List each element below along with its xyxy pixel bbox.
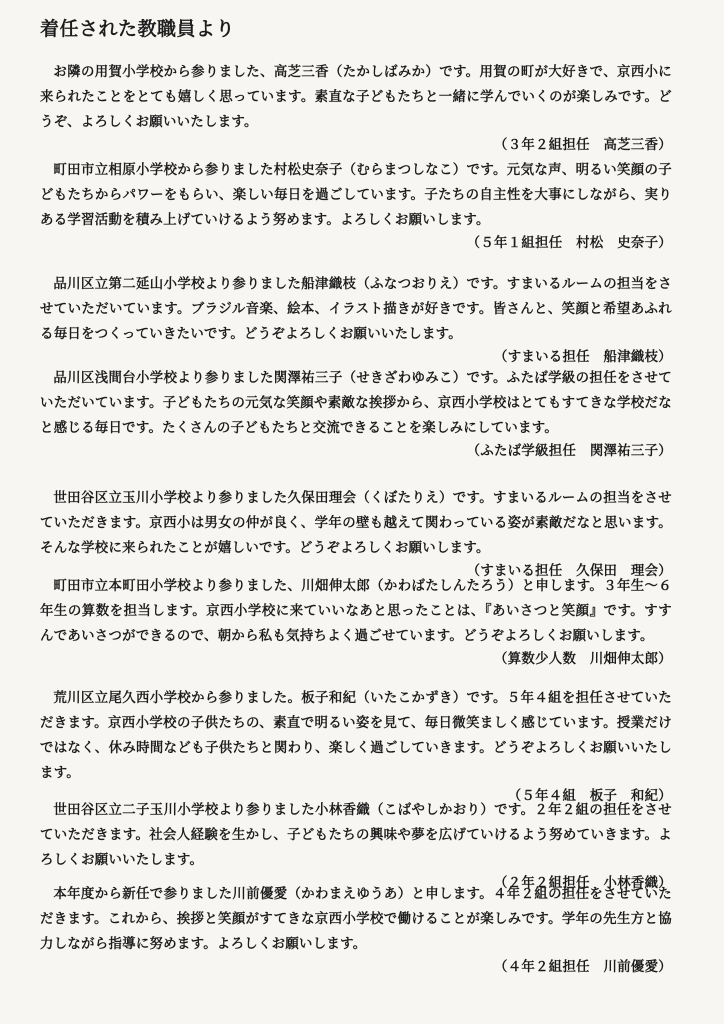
entry-kawabata xyxy=(40,574,672,671)
entry-body: 品川区浅間台小学校より参りました関澤祐三子（せきざわゆみこ）です。ふたば学級の担任をさせていただいています。子どもたちの元気な笑顔や素敵な挨拶から、京西小学校はとてもすてきな学校だなと感じる毎日です。たくさんの子どもたちと交流できることを楽しみにしています。 xyxy=(40,371,672,436)
entry-kawamae xyxy=(40,882,672,979)
entry-signature: （２年２組担任 小林香織） xyxy=(494,876,672,891)
entry-signature: （すまいる担任 船津織枝） xyxy=(494,350,672,365)
entry-body: 荒川区立尾久西小学校から参りました。板子和紀（いたこかずき）です。５年４組を担任させていただきます。京西小学校の子供たちの、素直で明るい姿を見て、毎日微笑ましく感じています。授業だけではなく、休み時間なども子供たちと関わり、楽しく過ごしていきます。どうぞよろしくお願いいたします。 xyxy=(40,691,672,781)
entry-signature: （５年１組担任 村松 史奈子） xyxy=(466,236,672,251)
entry-itako xyxy=(40,686,672,808)
entry-signature: （４年２組担任 川前優愛） xyxy=(494,960,672,975)
entry-kobayashi xyxy=(40,798,672,895)
entry-body: 世田谷区立二子玉川小学校より参りました小林香織（こばやしかおり）です。２年２組の担任をさせていただきます。社会人経験を生かし、子どもたちの興味や夢を広げていけるよう努めていきます。よろしくお願いいたします。 xyxy=(40,803,672,868)
entry-sekizawa xyxy=(40,366,672,463)
entry-kubota xyxy=(40,486,672,583)
entry-signature: （３年２組担任 高芝三香） xyxy=(494,138,672,153)
entry-body: 町田市立本町田小学校より参りました、川畑伸太郎（かわばたしんたろう）と申します。３年生～６年生の算数を担当します。京西小学校に来ていいなあと思ったことは、『あいさつと笑顔』です。すすんであいさつができるので、朝から私も気持ちよく過ごせています。どうぞよろしくお願いします。 xyxy=(40,579,672,644)
entry-signature: （５年４組 板子 和紀） xyxy=(507,789,672,804)
entry-body: 世田谷区立玉川小学校より参りました久保田理会（くぼたりえ）です。すまいるルームの担当をさせていただきます。京西小は男女の仲が良く、学年の壁も越えて関わっている姿が素敵だなと思います。そんな学校に来られたことが嬉しいです。どうぞよろしくお願いします。 xyxy=(40,491,672,556)
entry-body: 品川区立第二延山小学校より参りました船津織枝（ふなつおりえ）です。すまいるルームの担当をさせていただいています。ブラジル音楽、絵本、イラスト描きが好きです。皆さんと、笑顔と希望あふれる毎日をつくっていきたいです。どうぞよろしくお願いいたします。 xyxy=(40,277,672,342)
entry-takashiba xyxy=(40,60,672,157)
entry-body: 町田市立相原小学校から参りました村松史奈子（むらまつしなこ）です。元気な声、明るい笑顔の子どもたちからパワーをもらい、楽しい毎日を過ごしています。子たちの自主性を大事にしながら、実りある学習活動を積み上げていけるよう努めます。よろしくお願いします。 xyxy=(40,163,672,228)
entry-signature: （すまいる担任 久保田 理会） xyxy=(466,564,672,579)
entry-muramatsu xyxy=(40,158,672,255)
entry-body: 本年度から新任で参りました川前優愛（かわまえゆうあ）と申します。４年２組の担任をさせていただきます。これから、挨拶と笑顔がすてきな京西小学校で働けることが楽しみです。学年の先生方と協力しながら指導に努めます。よろしくお願いします。 xyxy=(40,887,672,952)
entry-signature: （算数少人数 川畑伸太郎） xyxy=(494,652,672,667)
entry-body: お隣の用賀小学校から参りました、高芝三香（たかしばみか）です。用賀の町が大好きで、京西小に来られたことをとても嬉しく思っています。素直な子どもたちと一緒に学んでいくのが楽しみです。どうぞ、よろしくお願いいたします。 xyxy=(40,65,672,130)
entry-signature: （ふたば学級担任 関澤祐三子） xyxy=(466,444,672,459)
page-title: 着任された教職員より xyxy=(40,18,236,40)
entry-funatsu xyxy=(40,272,672,369)
